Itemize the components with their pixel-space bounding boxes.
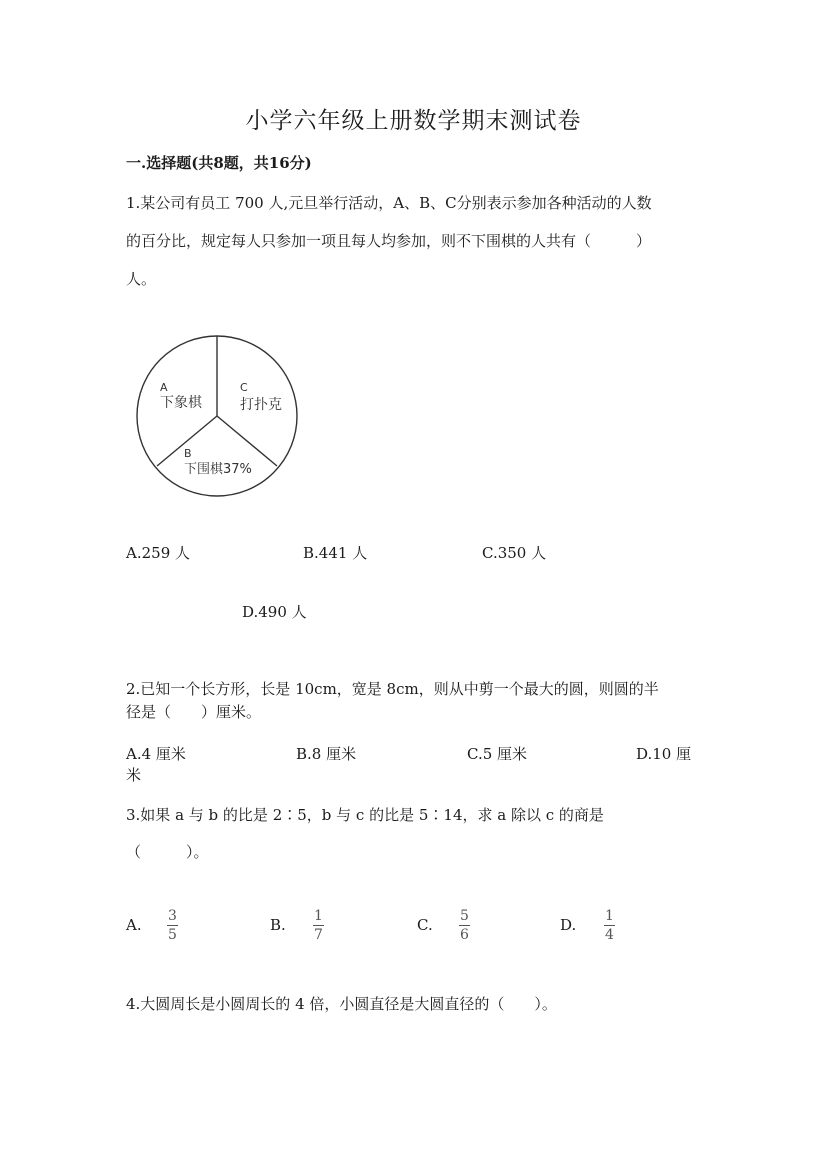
question-1-line-3: 人。	[126, 270, 157, 288]
pie-c-letter: C	[240, 381, 248, 394]
fraction-bar	[313, 925, 324, 926]
question-3-option-c-fraction	[459, 909, 470, 942]
pie-chart-figure	[134, 333, 300, 499]
question-4-line-1: 4.大圆周长是小圆周长的 4 倍，小圆直径是大圆直径的（ ）。	[126, 995, 557, 1013]
question-1-option-b[interactable]: B.441 人	[303, 544, 368, 562]
pie-c-label: 打扑克	[240, 397, 282, 413]
question-3-option-b-fraction	[313, 909, 324, 942]
fraction-bar	[459, 925, 470, 926]
question-2-option-a[interactable]: A.4 厘米	[126, 745, 186, 763]
question-3-option-a-label[interactable]: A.	[126, 916, 142, 934]
question-2-option-b[interactable]: B.8 厘米	[296, 745, 357, 763]
fraction-denominator: 5	[168, 927, 177, 943]
fraction-denominator: 7	[314, 927, 323, 943]
question-3-option-d-label[interactable]: D.	[560, 916, 577, 934]
fraction-bar	[604, 925, 615, 926]
question-3-option-c-label[interactable]: C.	[417, 916, 433, 934]
pie-a-letter: A	[160, 381, 168, 394]
question-3-option-d-fraction	[604, 909, 615, 942]
question-3-option-a-fraction	[167, 909, 178, 942]
question-2-option-d-wrap: 米	[126, 766, 142, 784]
question-1-option-c[interactable]: C.350 人	[482, 544, 547, 562]
question-2-option-c[interactable]: C.5 厘米	[467, 745, 528, 763]
pie-a-label: 下象棋	[160, 395, 202, 411]
fraction-numerator: 1	[605, 908, 614, 924]
page-title: 小学六年级上册数学期末测试卷	[245, 108, 582, 134]
fraction-numerator: 5	[460, 908, 469, 924]
pie-b-letter: B	[184, 447, 192, 460]
question-1-line-2: 的百分比，规定每人只参加一项且每人均参加，则不下围棋的人共有（ ）	[126, 232, 652, 250]
question-3-line-2: （ ）。	[126, 843, 209, 861]
fraction-denominator: 6	[460, 927, 469, 943]
fraction-numerator: 3	[168, 908, 177, 924]
pie-divider-right	[217, 416, 277, 466]
question-2-line-1: 2.已知一个长方形，长是 10cm，宽是 8cm，则从中剪一个最大的圆，则圆的半	[126, 680, 659, 698]
question-1-line-1: 1.某公司有员工 700 人,元旦举行活动，A、B、C分别表示参加各种活动的人数	[126, 194, 652, 212]
question-1-option-a[interactable]: A.259 人	[126, 544, 190, 562]
question-2-option-d[interactable]: D.10 厘	[636, 745, 692, 763]
section-header: 一.选择题(共8题，共16分)	[126, 154, 312, 172]
question-2-line-2: 径是（ ）厘米。	[126, 703, 262, 721]
fraction-bar	[167, 925, 178, 926]
question-3-option-b-label[interactable]: B.	[270, 916, 286, 934]
pie-b-label: 下围棋37%	[184, 462, 252, 477]
question-1-option-d[interactable]: D.490 人	[242, 603, 307, 621]
fraction-denominator: 4	[605, 927, 614, 943]
question-3-line-1: 3.如果 a 与 b 的比是 2∶5，b 与 c 的比是 5∶14，求 a 除以 c 的商是	[126, 806, 604, 824]
fraction-numerator: 1	[314, 908, 323, 924]
